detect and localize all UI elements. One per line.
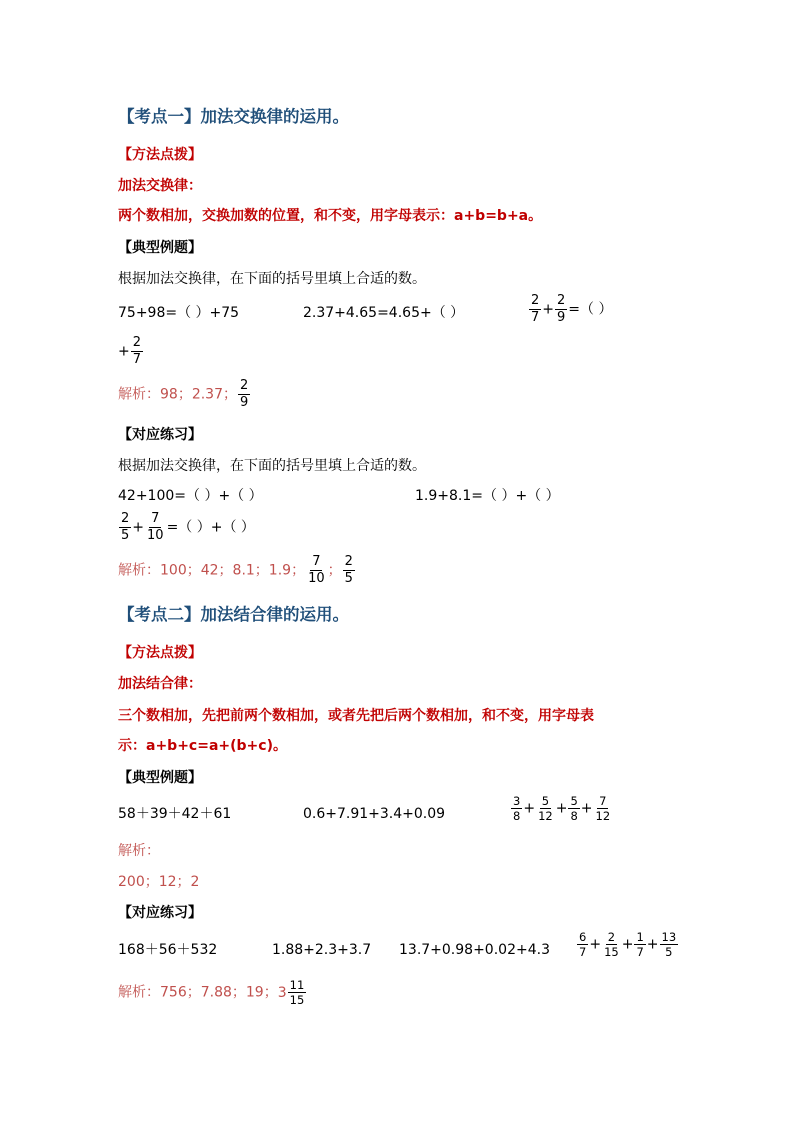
section-2-heading: 【考点二】加法结合律的运用。: [118, 605, 349, 624]
fraction: $\frac{2}{5}$: [121, 511, 130, 543]
example-2-problem-1: 58＋39＋42＋61: [118, 806, 232, 822]
fraction: $\frac{2}{5}$: [344, 554, 353, 586]
law-name-1: 加法交换律：: [118, 178, 202, 194]
section-1-heading: 【考点一】加法交换律的运用。: [118, 107, 349, 126]
practice-problem-1: 42+100=（ ）+（ ）: [118, 488, 263, 504]
fraction: $\frac{1}{7}$: [636, 930, 644, 959]
fraction: $\frac{2}{9}$: [557, 293, 566, 325]
law-text-2-line-2: 示：a+b+c=a+(b+c)。: [118, 738, 287, 754]
fraction: $\frac{5}{12}$: [538, 794, 553, 823]
practice-title-2: 【对应练习】: [118, 905, 202, 921]
fraction: $\frac{7}{10}$: [147, 511, 164, 543]
practice-2-problem-3: 13.7+0.98+0.02+4.3: [399, 942, 550, 958]
example-2-problem-2: 0.6+7.91+3.4+0.09: [303, 806, 446, 822]
example-2-problem-3: $\frac{3}{8}$ + $\frac{5}{12}$ + $\frac{5}{8}$ + $\frac{7}{12}$: [513, 794, 611, 823]
fraction: $\frac{7}{12}$: [595, 794, 611, 823]
practice-2-problem-1: 168＋56＋532: [118, 942, 218, 958]
practice-instruction-1: 根据加法交换律，在下面的括号里填上合适的数。: [118, 458, 426, 474]
example-instruction-1: 根据加法交换律，在下面的括号里填上合适的数。: [118, 271, 426, 287]
example-problem-1: 75+98=（ ）+75: [118, 305, 240, 321]
law-name-2: 加法结合律：: [118, 676, 202, 692]
fraction: $\frac{13}{5}$: [661, 930, 677, 959]
fraction: $\frac{6}{7}$: [579, 930, 587, 959]
law-text-2-line-1: 三个数相加，先把前两个数相加，或者先把后两个数相加，和不变，用字母表: [118, 708, 594, 724]
example-title-1: 【典型例题】: [118, 240, 202, 256]
fraction: $\frac{2}{7}$: [132, 335, 142, 367]
example-problem-3-continued: + $\frac{2}{7}$: [118, 335, 142, 367]
example-title-2: 【典型例题】: [118, 770, 202, 786]
practice-answer-1: 解析：100；42；8.1；1.9； $\frac{7}{10}$ ； $\frac{2}{5}$: [118, 554, 353, 586]
fraction: $\frac{2}{15}$: [604, 930, 619, 959]
example-problem-2: 2.37+4.65=4.65+（ ）: [303, 305, 465, 321]
fraction: $\frac{5}{8}$: [570, 794, 578, 823]
practice-title-1: 【对应练习】: [118, 427, 202, 443]
fraction: $\frac{2}{9}$: [240, 378, 249, 410]
method-title-2: 【方法点拨】: [118, 645, 202, 661]
example-problem-3: $\frac{2}{7}$ + $\frac{2}{9}$ =（ ）: [531, 293, 613, 325]
fraction: $\frac{11}{15}$: [289, 978, 305, 1007]
mixed-number: 3 $\frac{11}{15}$: [277, 978, 305, 1007]
example-2-answer-label: 解析：: [118, 843, 160, 859]
practice-2-problem-4: $\frac{6}{7}$ + $\frac{2}{15}$ + $\frac{1}{7}$ + $\frac{13}{5}$: [579, 930, 677, 959]
fraction: $\frac{2}{7}$: [531, 293, 540, 325]
practice-problem-2: 1.9+8.1=（ ）+（ ）: [415, 488, 560, 504]
fraction: $\frac{7}{10}$: [308, 554, 325, 586]
example-2-answer-values: 200；12；2: [118, 874, 200, 890]
law-text-1: 两个数相加，交换加数的位置，和不变，用字母表示：a+b=b+a。: [118, 208, 543, 224]
fraction: $\frac{3}{8}$: [513, 794, 521, 823]
practice-problem-3: $\frac{2}{5}$ + $\frac{7}{10}$ =（ ）+（ ）: [121, 511, 255, 543]
practice-2-problem-2: 1.88+2.3+3.7: [272, 942, 372, 958]
example-answer-1: 解析：98；2.37； $\frac{2}{9}$: [118, 378, 249, 410]
practice-2-answer: 解析：756；7.88；19； 3 $\frac{11}{15}$: [118, 979, 307, 1006]
method-title-1: 【方法点拨】: [118, 147, 202, 163]
